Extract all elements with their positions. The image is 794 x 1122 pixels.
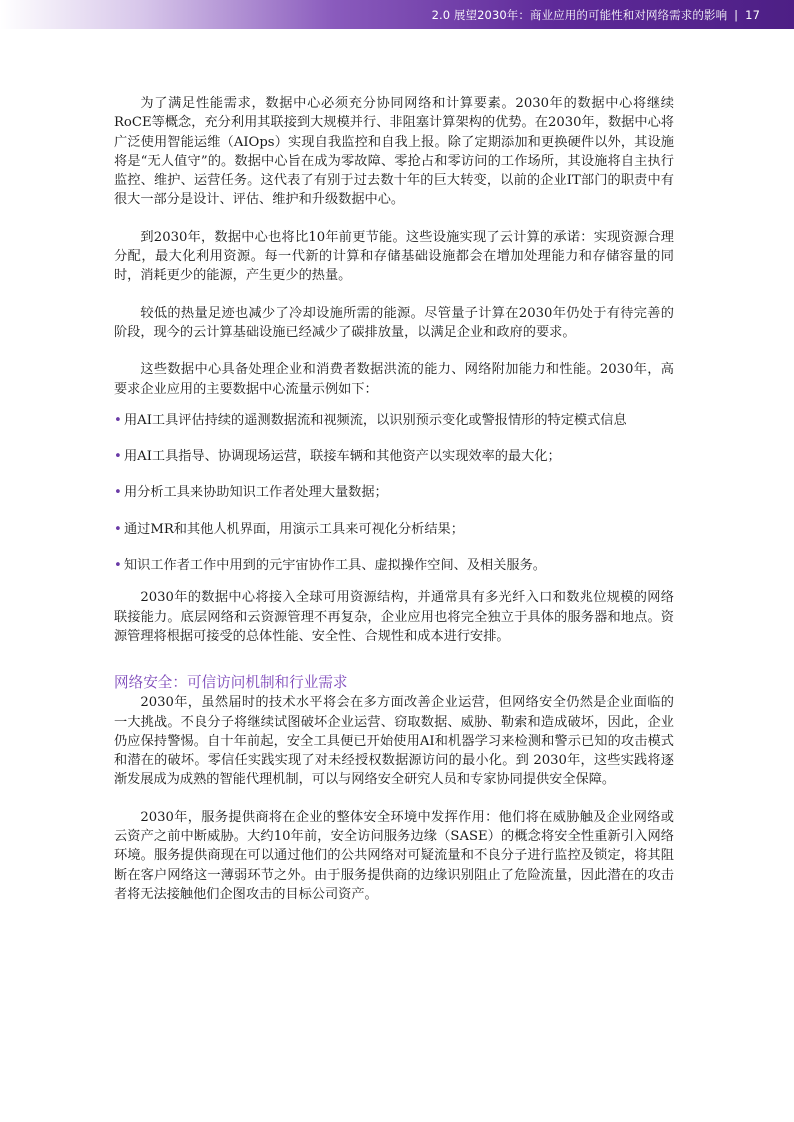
paragraph: 到2030年，数据中心也将比10年前更节能。这些设施实现了云计算的承诺：实现资源合理分配，最大化利用资源。每一代新的计算和存储基础设施都会在增加处理能力和存储容量的同时，消耗更少的能源，产生更少的热量。: [114, 229, 674, 284]
header-separator: |: [734, 8, 739, 22]
list-item: [114, 520, 674, 539]
chapter-title: 2.0 展望2030年：商业应用的可能性和对网络需求的影响: [431, 8, 728, 22]
paragraph: 为了满足性能需求，数据中心必须充分协同网络和计算要素。2030年的数据中心将继续RoCE等概念，充分利用其联接到大规模并行、非阻塞计算架构的优势。在2030年，数据中心将广泛使用智能运维（AIOps）实现自我监控和自我上报。除了定期添加和更换硬件以外，其设施将是“无人值守”的。数据中心旨在成为零故障、零抢占和零访问的工作场所，其设施将自主执行监控、维护、运营任务。这代表了有别于过去数十年的巨大转变，以前的企业IT部门的职责中有很大一部分是设计、评估、维护和升级数据中心。: [114, 96, 674, 208]
list-item: [114, 447, 674, 466]
paragraph: 2030年，虽然届时的技术水平将会在多方面改善企业运营，但网络安全仍然是企业面临的一大挑战。不良分子将继续试图破坏企业运营、窃取数据、威胁、勒索和造成破坏，因此，企业仍应保持警惕。自十年前起，安全工具便已开始使用AI和机器学习来检测和警示已知的攻击模式和潜在的破坏。零信任实践实现了对未经授权数据源访问的最小化。到 2030年，这些实践将逐渐发展成为成熟的智能代理机制，可以与网络安全研究人员和专家协同提供安全保障。: [114, 695, 674, 788]
list-item: [114, 556, 674, 575]
list-item: [114, 411, 674, 430]
list-item-text: 用AI工具评估持续的遥测数据流和视频流，以识别预示变化或警报情形的特定模式信息: [124, 412, 627, 428]
list-item-text: 用分析工具来协助知识工作者处理大量数据；: [124, 485, 388, 501]
header-text: [432, 7, 760, 23]
paragraph: 2030年，服务提供商将在企业的整体安全环境中发挥作用：他们将在威胁触及企业网络或云资产之前中断威胁。大约10年前，安全访问服务边缘（SASE）的概念将安全性重新引入网络环境。服务提供商现在可以通过他们的公共网络对可疑流量和不良分子进行监控及锁定，将其阻断在客户网络这一薄弱环节之外。由于服务提供商的边缘识别阻止了危险流量，因此潜在的攻击者将无法接触他们企图攻击的目标公司资产。: [114, 809, 674, 902]
page-header: [0, 0, 794, 29]
paragraph: 2030年的数据中心将接入全球可用资源结构，并通常具有多光纤入口和数兆位规模的网络联接能力。底层网络和云资源管理不再复杂，企业应用也将完全独立于具体的服务器和地点。资源管理将根据可接受的总体性能、安全性、合规性和成本进行安排。: [114, 590, 674, 644]
bullet-list: [114, 411, 674, 575]
page-number: 17: [745, 8, 760, 22]
list-item: [114, 483, 674, 502]
bullet-icon: •: [114, 558, 122, 574]
bullet-icon: •: [114, 485, 122, 501]
bullet-icon: •: [114, 521, 122, 537]
paragraph: 这些数据中心具备处理企业和消费者数据洪流的能力、网络附加能力和性能。2030年，高要求企业应用的主要数据中心流量示例如下：: [114, 362, 674, 397]
list-item-text: 用AI工具指导、协调现场运营，联接车辆和其他资产以实现效率的最大化；: [124, 449, 561, 465]
page-body: [114, 94, 674, 904]
bullet-icon: •: [114, 449, 122, 465]
list-item-text: 通过MR和其他人机界面，用演示工具来可视化分析结果；: [124, 521, 464, 537]
list-item-text: 知识工作者工作中用到的元宇宙协作工具、虚拟操作空间、及相关服务。: [124, 558, 546, 574]
bullet-icon: •: [114, 412, 122, 428]
paragraph: 较低的热量足迹也减少了冷却设施所需的能源。尽管量子计算在2030年仍处于有待完善的阶段，现今的云计算基础设施已经减少了碳排放量，以满足企业和政府的要求。: [114, 305, 674, 340]
section-heading: 网络安全：可信访问机制和行业需求: [114, 674, 348, 692]
